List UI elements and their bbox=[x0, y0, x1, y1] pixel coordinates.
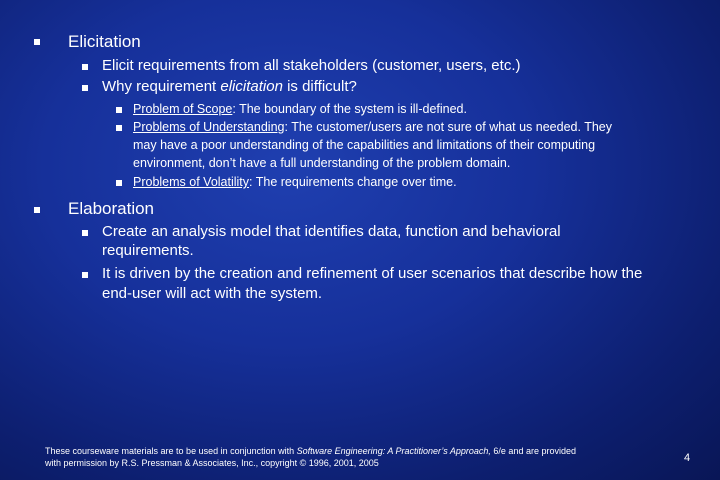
bullet-user-scenarios-cont: end-user will act with the system. bbox=[102, 285, 323, 302]
bullet-level3 bbox=[116, 180, 122, 186]
sub-problem-understanding-cont1: may have a poor understanding of the capabilities and limitations of their computing bbox=[133, 138, 596, 152]
bullet-level2 bbox=[82, 272, 88, 278]
bullet-level2 bbox=[82, 64, 88, 70]
bullet-analysis-model: Create an analysis model that identifies data, function and behavioral bbox=[102, 223, 561, 240]
bullet-level3 bbox=[116, 107, 122, 113]
bullet-elicit-requirements: Elicit requirements from all stakeholders (customer, users, etc.) bbox=[102, 57, 521, 74]
bullet-why-difficult: Why requirement elicitation is difficult? bbox=[102, 78, 357, 95]
bullet-level3 bbox=[116, 125, 122, 131]
sub-problem-scope: Problem of Scope: The boundary of the system is ill-defined. bbox=[133, 102, 467, 116]
bullet-level2 bbox=[82, 85, 88, 91]
bullet-level1 bbox=[34, 207, 40, 213]
footer-copyright: These courseware materials are to be used in conjunction with Software Engineering: A Practitioner’s Approach, 6/e and are provided with permission by R.S. Pressman & Associates, Inc., copyright © 1996, 2001, 2005 bbox=[45, 446, 576, 468]
section-title-elaboration: Elaboration bbox=[68, 199, 155, 218]
section-title-elicitation: Elicitation bbox=[68, 32, 141, 51]
sub-problem-understanding: Problems of Understanding: The customer/users are not sure of what us needed. They bbox=[133, 120, 612, 134]
sub-problem-volatility: Problems of Volatility: The requirements change over time. bbox=[133, 175, 457, 189]
bullet-user-scenarios: It is driven by the creation and refinement of user scenarios that describe how the bbox=[102, 265, 643, 282]
bullet-level2 bbox=[82, 230, 88, 236]
bullet-analysis-model-cont: requirements. bbox=[102, 242, 194, 259]
page-number: 4 bbox=[684, 452, 691, 464]
sub-problem-understanding-cont2: environment, don’t have a full understanding of the problem domain. bbox=[133, 156, 511, 170]
bullet-level1 bbox=[34, 39, 40, 45]
